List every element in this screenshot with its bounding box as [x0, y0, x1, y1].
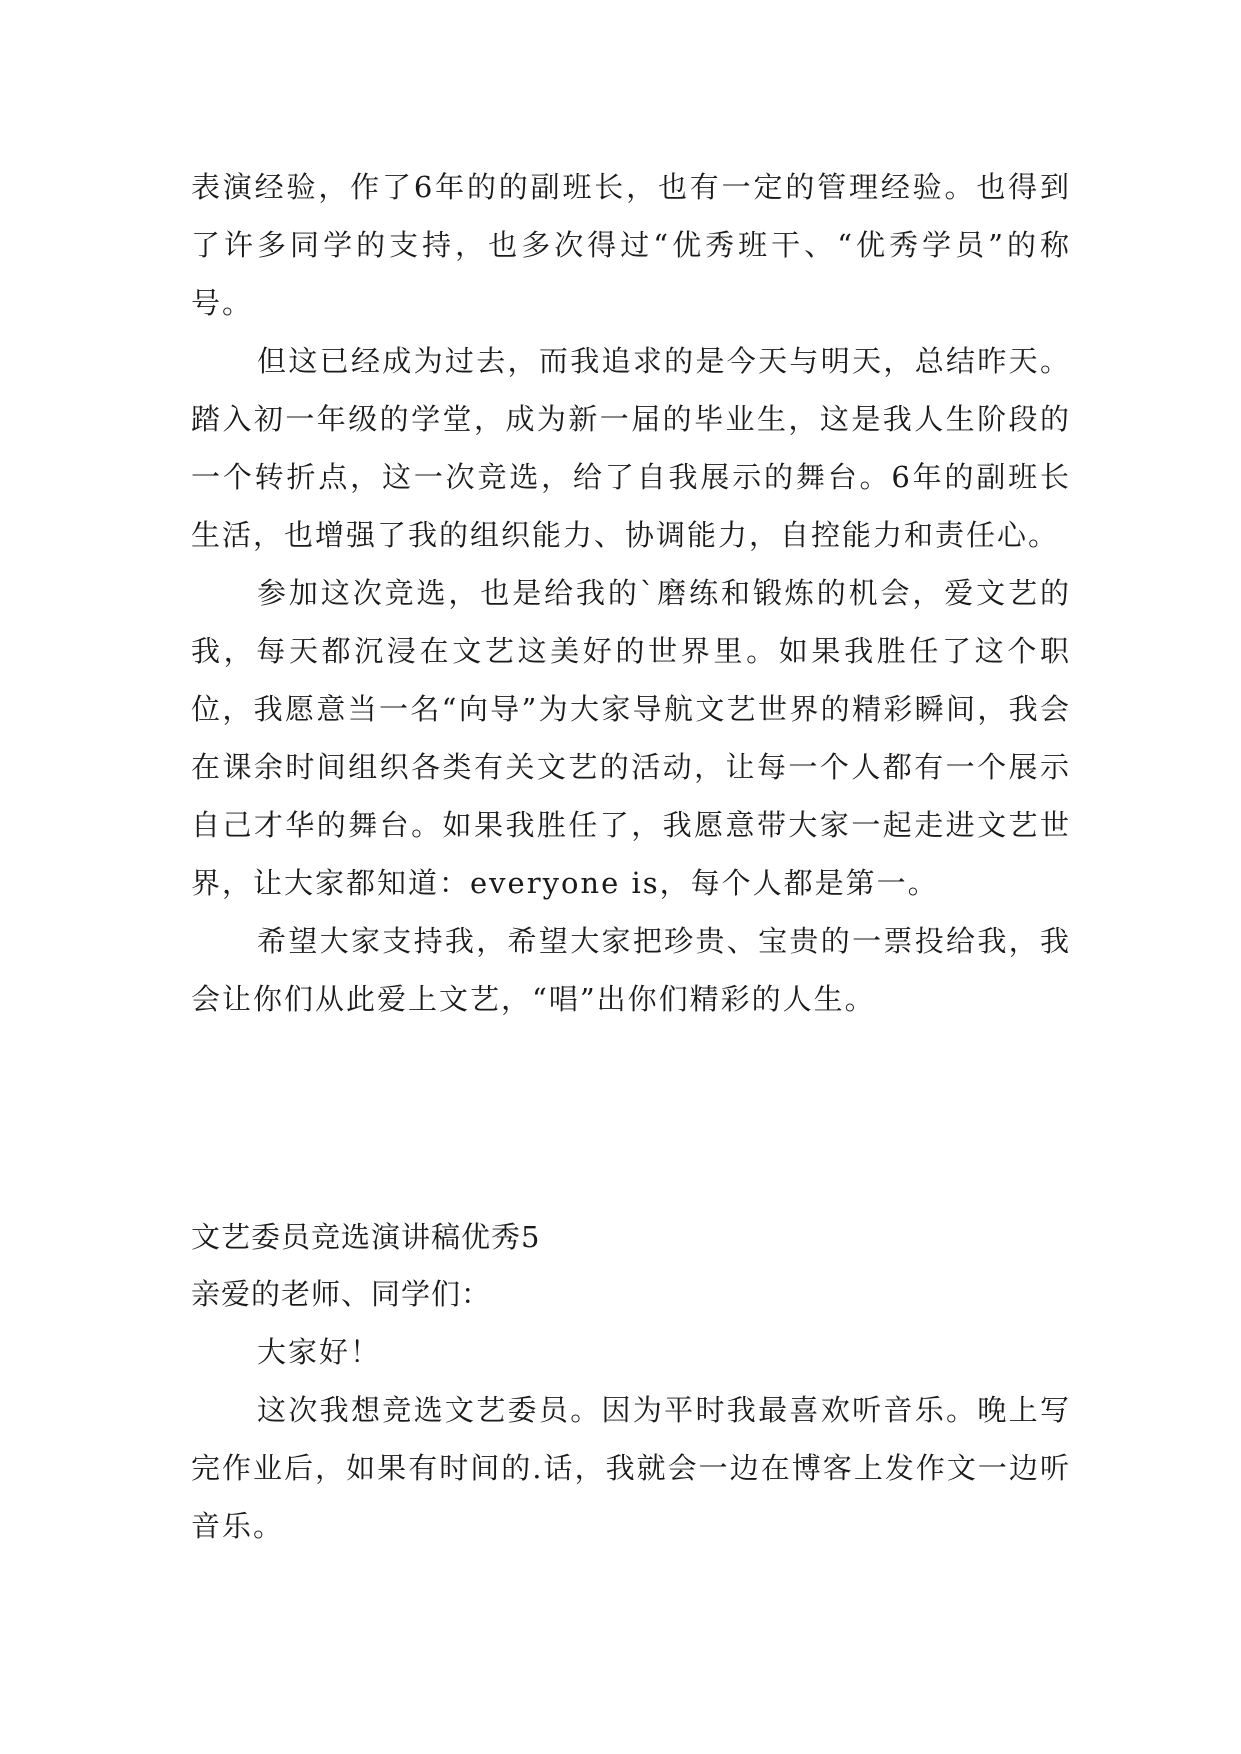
paragraph: 表演经验，作了6年的的副班长，也有一定的管理经验。也得到了许多同学的支持，也多次得过“优秀班干、“优秀学员”的称号。 [191, 170, 1071, 320]
paragraph: 这次我想竞选文艺委员。因为平时我最喜欢听音乐。晚上写完作业后，如果有时间的.话，我就会一边在博客上发作文一边听音乐。 [191, 1393, 1071, 1543]
speech-section-5 [191, 1212, 1071, 1555]
paragraph: 但这已经成为过去，而我追求的是今天与明天，总结昨天。踏入初一年级的学堂，成为新一届的毕业生，这是我人生阶段的一个转折点，这一次竞选，给了自我展示的舞台。6年的副班长生活，也增强了我的组织能力、协调能力，自控能力和责任心。 [191, 344, 1071, 552]
paragraph: 希望大家支持我，希望大家把珍贵、宝贵的一票投给我，我会让你们从此爱上文艺，“唱”出你们精彩的人生。 [191, 924, 1071, 1016]
salutation: 亲爱的老师、同学们： [191, 1277, 492, 1311]
speech-continuation [191, 158, 1071, 1028]
section-title: 文艺委员竞选演讲稿优秀5 [191, 1220, 541, 1254]
greeting: 大家好！ [257, 1335, 382, 1369]
paragraph: 参加这次竞选，也是给我的`磨练和锻炼的机会，爱文艺的我，每天都沉浸在文艺这美好的世界里。如果我胜任了这个职位，我愿意当一名“向导”为大家导航文艺世界的精彩瞬间，我会在课余时间组织各类有关文艺的活动，让每一个人都有一个展示自己才华的舞台。如果我胜任了，我愿意带大家一起走进文艺世界，让大家都知道：everyone is，每个人都是第一。 [191, 576, 1071, 900]
